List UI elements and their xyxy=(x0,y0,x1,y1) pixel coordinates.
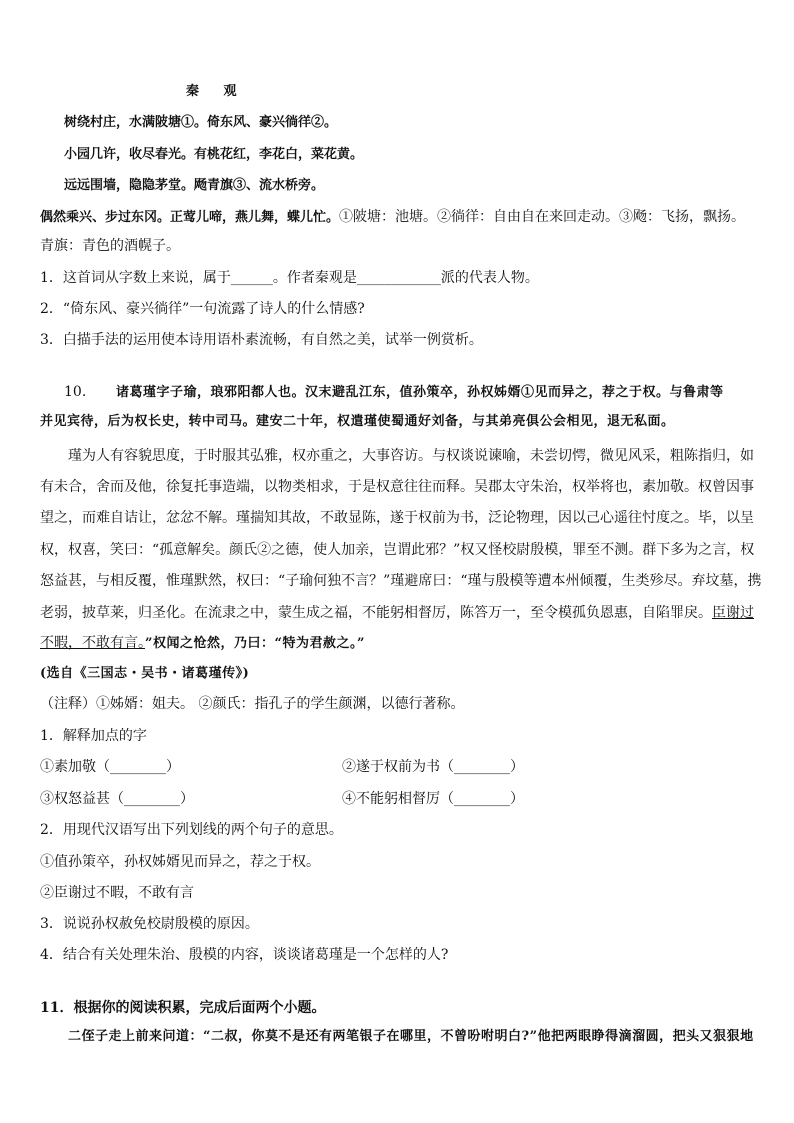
q11-heading: 11．根据你的阅读积累，完成后面两个小题。 xyxy=(40,1000,326,1016)
q10-para2-line-5: 怒益甚，与相反覆，惟瑾默然，权曰：“子瑜何独不言？”瑾避席曰：“瑾与殷模等遭本州倾覆，生类殄尽。弃坟墓，携 xyxy=(40,573,762,589)
q10-blank-2: ②遂于权前为书（________） xyxy=(342,759,524,775)
q10-source: (选自《三国志・吴书・诸葛瑾传》) xyxy=(40,666,250,681)
poem-line-4-text: 偶然乘兴、步过东冈。正莺儿啼，燕儿舞，蝶儿忙。 xyxy=(40,210,340,225)
q10-underlined-sentence-start: 臣谢过 xyxy=(712,605,754,621)
q10-para2-line-6-text: 老弱，披草莱，归圣化。在流隶之中，蒙生成之福，不能躬相督厉，陈答万一，至令模孤负恩惠，自陷罪戾。 xyxy=(40,605,712,621)
q10-para2-line-2: 有未合，舍而及他，徐复托事造端，以物类相求，于是权意往往而释。吴郡太守朱治，权举将也，素加敬。权曾因事 xyxy=(40,479,754,495)
poem-line-4 xyxy=(40,207,764,228)
q10-para2-line-7 xyxy=(40,633,764,654)
q10-blank-3: ③权怒益甚（________） xyxy=(40,791,194,807)
poem-note-continued: 青旗：青色的酒幌子。 xyxy=(40,238,180,254)
poem-line-1: 树绕村庄，水满陂塘①。倚东风、豪兴徜徉②。 xyxy=(64,115,338,130)
q10-para2-line-4: 权，权喜，笑曰：“孤意解矣。颜氏②之德，使人加亲，岂谓此邪？”权又怪校尉殷模，罪至不测。群下多为之言，权 xyxy=(40,542,755,558)
q10-para2-line-6 xyxy=(40,603,764,623)
q10-number: 10. xyxy=(64,384,87,400)
q10-question-2a: ①值孙策卒，孙权姊婿见而异之，荐之于权。 xyxy=(40,854,320,870)
q10-question-2b: ②臣谢过不暇，不敢有言 xyxy=(40,885,194,901)
poem-line-2: 小园几许，收尽春光。有桃花红，李花白，菜花黄。 xyxy=(64,147,364,162)
poem-line-3: 远远围墙，隐隐茅堂。飏青旗③、流水桥旁。 xyxy=(64,178,325,193)
q10-passage-line-1 xyxy=(40,382,764,403)
poem-question-3: 3．白描手法的运用使本诗用语朴素流畅，有自然之美，试举一例赏析。 xyxy=(40,332,483,348)
q10-question-3: 3．说说孙权赦免校尉殷模的原因。 xyxy=(40,916,259,932)
q10-para2-line-1: 瑾为人有容貌思度，于时服其弘雅，权亦重之，大事咨访。与权谈说谏喻，未尝切愕，微见风采，粗陈指归，如 xyxy=(68,448,754,464)
q11-passage-line-1: 二侄子走上前来问道：“二叔，你莫不是还有两笔银子在哪里，不曾吩咐明白?”他把两眼睁得滴溜圆，把头又狠狠地 xyxy=(68,1029,754,1044)
q10-question-1: 1．解释加点的字 xyxy=(40,728,147,744)
q10-blank-row-2 xyxy=(40,789,764,809)
q10-annotation: （注释）①姊婿：姐夫。 ②颜氏：指孔子的学生颜渊，以德行著称。 xyxy=(40,696,465,712)
q10-para2-line-3: 望之，而难自诘让，忿忿不解。瑾揣知其故，不敢显陈，遂于权前为书，泛论物理，因以己心遥往忖度之。毕，以呈 xyxy=(40,510,754,526)
poem-author: 秦 观 xyxy=(186,84,247,99)
poem-question-1: 1．这首词从字数上来说，属于______。作者秦观是____________派的代表人物。 xyxy=(40,270,539,286)
q10-passage-text-1: 诸葛瑾字子瑜，琅邪阳都人也。汉末避乱江东，值孙策卒，孙权姊婿①见而异之，荐之于权。与鲁肃等 xyxy=(116,385,724,400)
poem-notes: ①陂塘：池塘。②徜徉：自由自在来回走动。③飏：飞扬，飘扬。 xyxy=(339,209,746,225)
q10-question-4: 4．结合有关处理朱治、殷模的内容，谈谈诸葛瑾是一个怎样的人? xyxy=(40,947,449,963)
q10-question-2: 2．用现代汉语写出下列划线的两个句子的意思。 xyxy=(40,822,343,838)
q10-blank-1: ①素加敬（________） xyxy=(40,759,180,775)
q10-para2-end: ”权闻之怆然，乃曰：“特为君赦之。” xyxy=(145,636,365,651)
poem-question-2: 2．“倚东风、豪兴徜徉”一句流露了诗人的什么情感? xyxy=(40,301,365,317)
q10-passage-line-2: 并见宾待，后为权长史，转中司马。建安二十年，权遣瑾使蜀通好刘备，与其弟亮俱公会相见，退无私面。 xyxy=(40,414,675,429)
q10-underlined-sentence-end: 不暇，不敢有言。 xyxy=(40,635,145,651)
q10-blank-row-1 xyxy=(40,757,764,777)
q10-blank-4: ④不能躬相督厉（________） xyxy=(342,791,524,807)
